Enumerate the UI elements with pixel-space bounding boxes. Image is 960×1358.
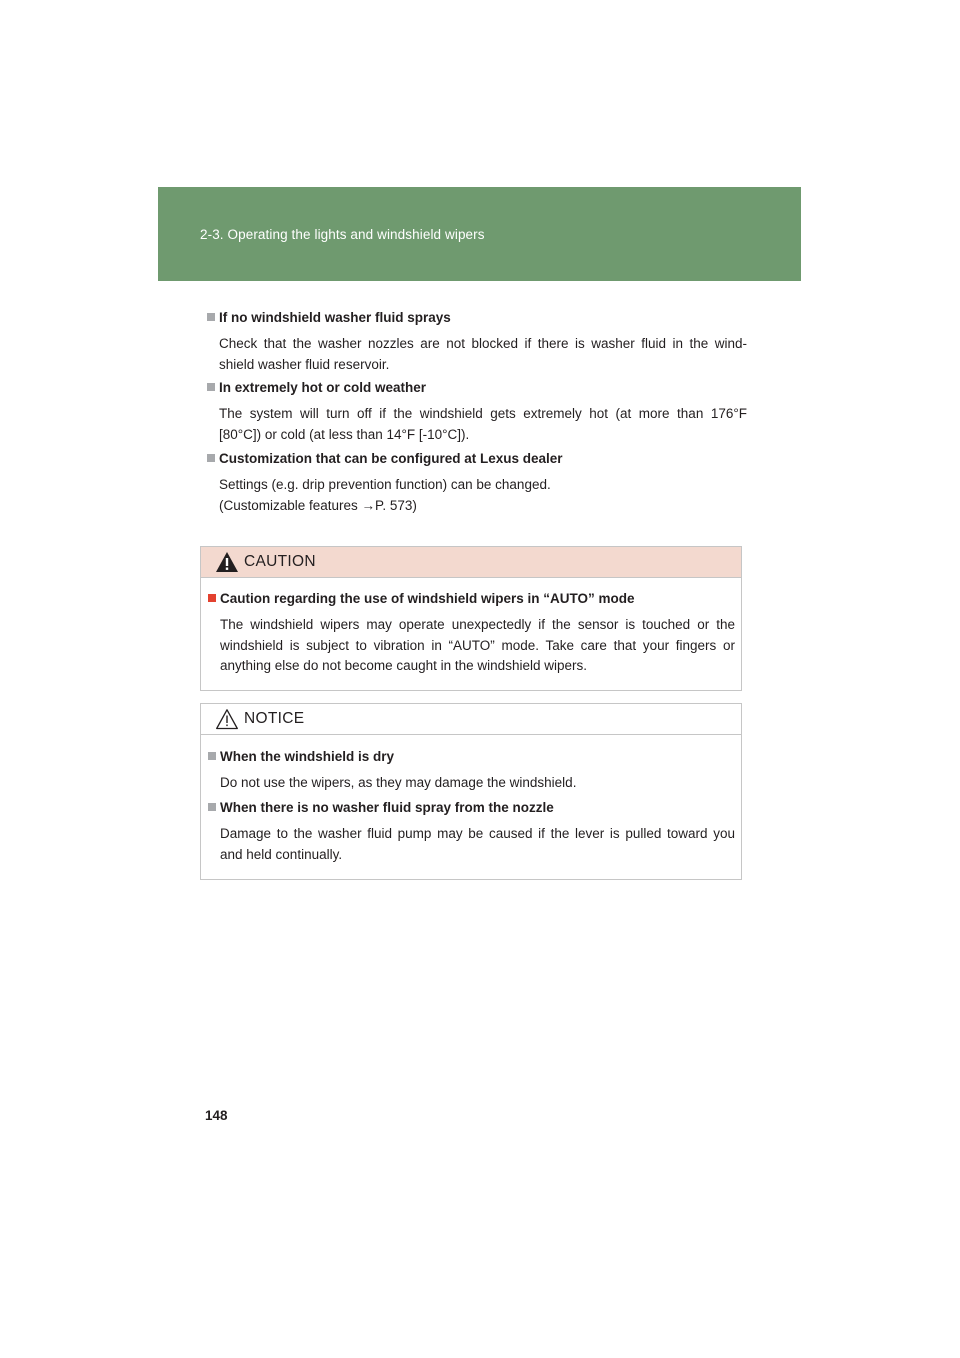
notice-box xyxy=(200,703,742,880)
caution-item xyxy=(208,590,735,677)
notice-item-heading-text: When the windshield is dry xyxy=(220,749,395,764)
square-bullet-icon xyxy=(207,454,215,462)
body-line: anything else do not become caught in the windshield wipers. xyxy=(220,658,587,673)
body-line: [80°C]) or cold (at less than 14°F [-10°C]). xyxy=(219,426,470,442)
page-number: 148 xyxy=(205,1108,228,1123)
section-heading-text: In extremely hot or cold weather xyxy=(219,380,427,395)
notice-item-heading xyxy=(208,748,735,766)
body-line: The windshield wipers may operate unexpectedly if the sensor is touched or the xyxy=(220,617,735,632)
body-line: The system will turn off if the windshield gets extremely hot (at more than 176°F xyxy=(219,406,747,421)
info-section-customization xyxy=(207,450,747,516)
notice-item xyxy=(208,799,735,865)
section-header-band xyxy=(158,187,801,281)
caution-item-heading-text: Caution regarding the use of windshield wipers in “AUTO” mode xyxy=(220,591,635,606)
warning-triangle-filled-icon xyxy=(215,551,239,573)
caution-header xyxy=(201,547,741,578)
body-line: Check that the washer nozzles are not blocked if there is washer fluid in the wind- xyxy=(219,336,747,351)
body-line: windshield is subject to vibration in “AUTO” mode. Take care that your fingers or xyxy=(220,637,735,653)
section-body xyxy=(219,334,747,375)
notice-header xyxy=(201,704,741,735)
notice-item-heading xyxy=(208,799,735,817)
body-line: Settings (e.g. drip prevention function) can be changed. xyxy=(219,477,551,492)
square-bullet-icon xyxy=(207,383,215,391)
info-section-washer-fluid xyxy=(207,309,747,375)
notice-label: NOTICE xyxy=(244,710,305,727)
caution-label: CAUTION xyxy=(244,553,316,570)
body-line: Do not use the wipers, as they may damage the windshield. xyxy=(220,775,577,790)
notice-item-heading-text: When there is no washer fluid spray from the nozzle xyxy=(220,800,554,815)
body-line: (Customizable features →P. 573) xyxy=(219,497,417,513)
section-heading xyxy=(207,379,747,397)
section-body xyxy=(219,475,747,516)
notice-item xyxy=(208,748,735,794)
square-bullet-icon xyxy=(208,594,216,602)
section-title: 2-3. Operating the lights and windshield wipers xyxy=(200,227,485,242)
body-line: and held continually. xyxy=(220,846,343,862)
body-line: Damage to the washer fluid pump may be caused if the lever is pulled toward you xyxy=(220,826,735,841)
section-heading xyxy=(207,309,747,327)
warning-triangle-outline-icon xyxy=(215,708,239,730)
section-heading-text: If no windshield washer fluid sprays xyxy=(219,310,451,325)
section-body xyxy=(219,404,747,445)
info-section-hot-cold-weather xyxy=(207,379,747,445)
caution-item-body xyxy=(220,615,735,677)
caution-box xyxy=(200,546,742,691)
notice-item-body xyxy=(220,773,735,794)
body-line: shield washer fluid reservoir. xyxy=(219,356,390,372)
square-bullet-icon xyxy=(208,752,216,760)
notice-item-body xyxy=(220,824,735,865)
section-heading-text: Customization that can be configured at Lexus dealer xyxy=(219,451,563,466)
square-bullet-icon xyxy=(207,313,215,321)
square-bullet-icon xyxy=(208,803,216,811)
caution-item-heading xyxy=(208,590,735,608)
section-heading xyxy=(207,450,747,468)
